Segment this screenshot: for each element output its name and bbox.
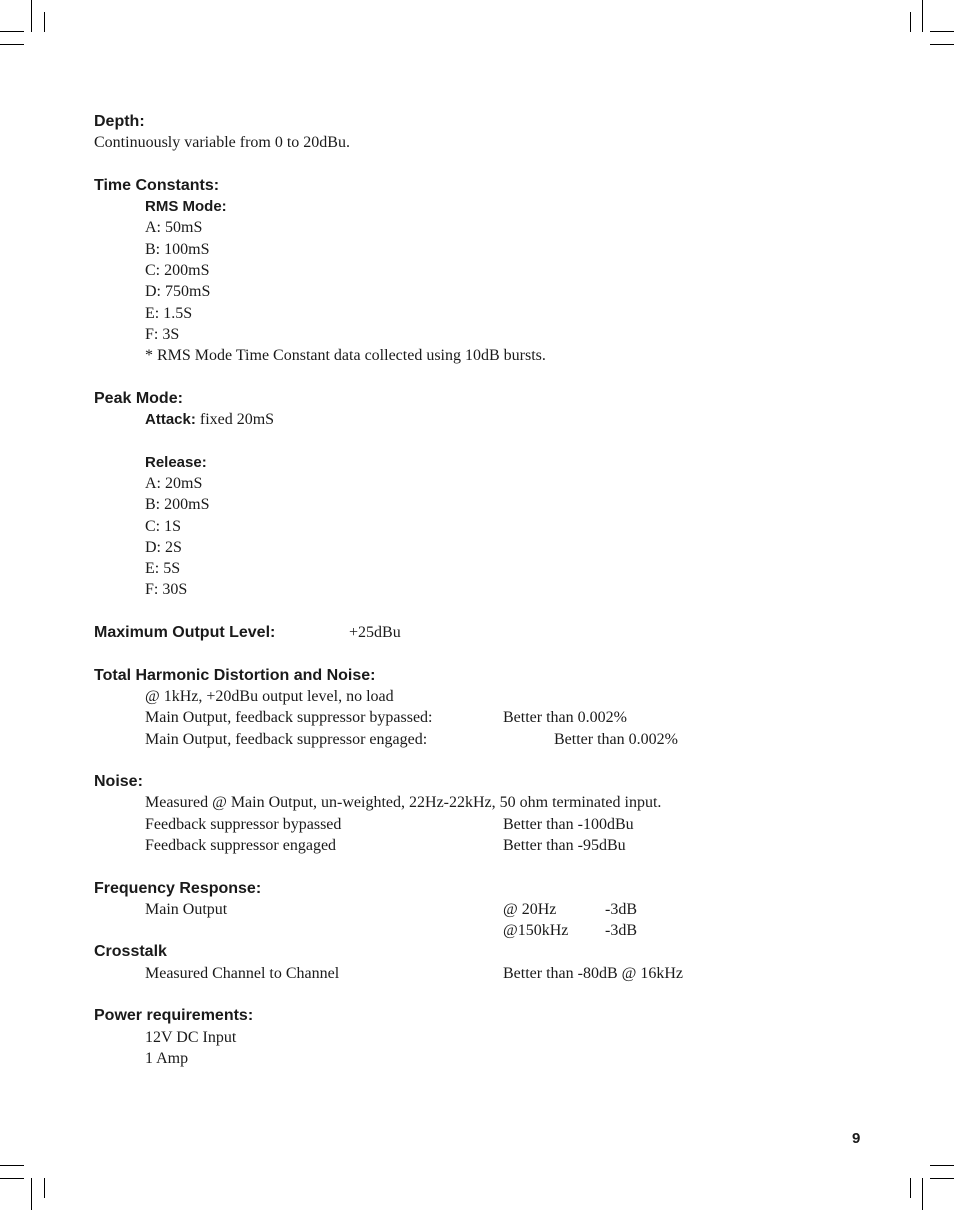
frequency-response-db: -3dB [605,901,637,918]
noise-row-value: Better than -95dBu [503,837,626,854]
crop-mark [922,1178,923,1210]
crop-mark [922,0,923,32]
crop-mark [44,1178,45,1198]
attack-label: Attack: [145,411,196,428]
attack-value: fixed 20mS [199,411,275,428]
crop-mark [0,1178,24,1179]
peak-mode-heading: Peak Mode: [94,390,183,407]
frequency-response-label: Main Output [145,901,228,918]
depth-text: Continuously variable from 0 to 20dBu. [94,134,350,151]
release-item: B: 200mS [145,496,210,513]
noise-heading: Noise: [94,773,143,790]
release-item: F: 30S [145,581,188,598]
noise-row-label: Feedback suppressor bypassed [145,816,342,833]
release-heading: Release: [145,454,207,471]
page-number: 9 [852,1130,861,1147]
frequency-response-heading: Frequency Response: [94,880,262,897]
depth-heading: Depth: [94,113,145,130]
crosstalk-label: Measured Channel to Channel [145,965,340,982]
max-output-value: +25dBu [349,624,401,641]
crop-mark [0,31,24,32]
release-item: A: 20mS [145,475,203,492]
crop-mark [930,31,954,32]
power-heading: Power requirements: [94,1007,254,1024]
noise-condition: Measured @ Main Output, un-weighted, 22Hz-22kHz, 50 ohm terminated input. [145,794,662,811]
crop-mark [0,1165,24,1166]
frequency-response-db: -3dB [605,922,637,939]
crop-mark [910,1178,911,1198]
crop-mark [930,1178,954,1179]
thd-row-label: Main Output, feedback suppressor engaged: [145,731,428,748]
crop-mark [44,12,45,32]
rms-item: E: 1.5S [145,305,193,322]
crop-mark [31,1178,32,1210]
attack-line [145,410,274,430]
release-item: D: 2S [145,539,182,556]
crop-mark [31,0,32,32]
max-output-heading: Maximum Output Level: [94,624,276,641]
thd-row-value: Better than 0.002% [554,731,678,748]
crop-mark [930,1165,954,1166]
rms-item: D: 750mS [145,283,211,300]
rms-item: A: 50mS [145,219,203,236]
crop-mark [0,44,24,45]
release-item: E: 5S [145,560,181,577]
noise-row-label: Feedback suppressor engaged [145,837,337,854]
frequency-response-freq: @ 20Hz [503,901,557,918]
rms-mode-heading: RMS Mode: [145,198,227,215]
frequency-response-freq: @150kHz [503,922,569,939]
power-item: 1 Amp [145,1050,189,1067]
rms-item: B: 100mS [145,241,210,258]
crosstalk-value: Better than -80dB @ 16kHz [503,965,684,982]
thd-condition: @ 1kHz, +20dBu output level, no load [145,688,394,705]
crop-mark [910,12,911,32]
power-item: 12V DC Input [145,1029,237,1046]
release-item: C: 1S [145,518,182,535]
crop-mark [930,44,954,45]
thd-row-label: Main Output, feedback suppressor bypassed: [145,709,433,726]
rms-item: F: 3S [145,326,180,343]
thd-row-value: Better than 0.002% [503,709,627,726]
noise-row-value: Better than -100dBu [503,816,634,833]
crosstalk-heading: Crosstalk [94,943,167,960]
rms-item: C: 200mS [145,262,210,279]
thd-heading: Total Harmonic Distortion and Noise: [94,667,376,684]
rms-note: * RMS Mode Time Constant data collected using 10dB bursts. [145,347,546,364]
time-constants-heading: Time Constants: [94,177,220,194]
